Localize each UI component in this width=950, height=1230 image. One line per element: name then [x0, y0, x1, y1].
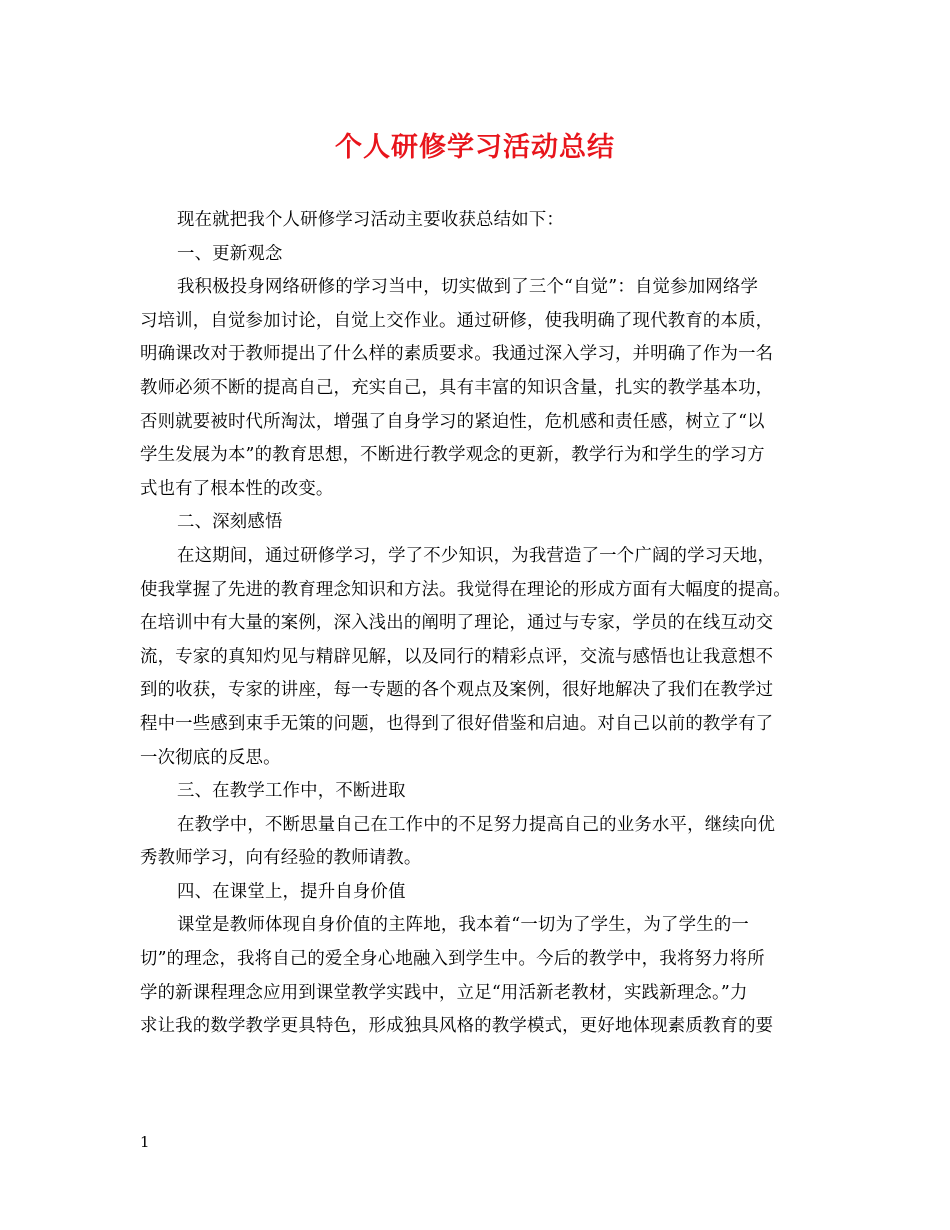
document-body: [140, 204, 812, 1044]
paragraph-line: 使我掌握了先进的教育理念知识和方法。我觉得在理论的形成方面有大幅度的提高。: [140, 579, 791, 600]
paragraph-line-intro: 现在就把我个人研修学习活动主要收获总结如下：: [177, 210, 564, 230]
paragraph-line: 在这期间，通过研修学习，学了不少知识，为我营造了一个广阔的学习天地，: [177, 545, 776, 566]
paragraph-line: 习培训，自觉参加讨论，自觉上交作业。通过研修，使我明确了现代教育的本质，: [140, 310, 774, 331]
page-number: 1: [140, 1133, 150, 1151]
paragraph-line: 明确课改对于教师提出了什么样的素质要求。我通过深入学习，并明确了作为一名: [140, 344, 774, 365]
paragraph-line: 式也有了根本性的改变。: [140, 478, 334, 499]
paragraph-line: 程中一些感到束手无策的问题，也得到了很好借鉴和启迪。对自己以前的教学有了: [140, 713, 774, 734]
section-heading-1: 一、更新观念: [177, 243, 283, 264]
paragraph-line: 切”的理念，我将自己的爱全身心地融入到学生中。今后的教学中，我将努力将所: [140, 949, 765, 970]
section-heading-3: 三、在教学工作中，不断进取: [177, 781, 406, 802]
paragraph-line: 秀教师学习，向有经验的教师请教。: [140, 848, 422, 869]
paragraph-line: 在教学中，不断思量自己在工作中的不足努力提高自己的业务水平，继续向优: [177, 814, 776, 835]
paragraph-line: 求让我的数学教学更具特色，形成独具风格的教学模式，更好地体现素质教育的要: [140, 1016, 774, 1037]
document-title: 个人研修学习活动总结: [335, 132, 615, 163]
paragraph-line: 学生发展为本”的教育思想，不断进行教学观念的更新，教学行为和学生的学习方: [140, 445, 765, 466]
paragraph-line: 否则就要被时代所淘汰，增强了自身学习的紧迫性，危机感和责任感，树立了“以: [140, 411, 765, 432]
section-heading-4: 四、在课堂上，提升自身价值: [177, 881, 406, 902]
paragraph-line: 课堂是教师体现自身价值的主阵地，我本着“一切为了学生，为了学生的一: [177, 915, 749, 936]
paragraph-line: 学的新课程理念应用到课堂教学实践中，立足“用活新老教材，实践新理念。”力: [140, 982, 748, 1003]
paragraph-line: 一次彻底的反思。: [140, 747, 281, 768]
paragraph-line: 我积极投身网络研修的学习当中，切实做到了三个“自觉”：自觉参加网络学: [177, 277, 759, 298]
paragraph-line: 流，专家的真知灼见与精辟见解，以及同行的精彩点评，交流与感悟也让我意想不: [140, 646, 774, 667]
paragraph-line: 在培训中有大量的案例，深入浅出的阐明了理论，通过与专家，学员的在线互动交: [140, 613, 774, 634]
paragraph-line: 教师必须不断的提高自己，充实自己，具有丰富的知识含量，扎实的教学基本功，: [140, 377, 774, 398]
paragraph-line: 到的收获，专家的讲座，每一专题的各个观点及案例，很好地解决了我们在教学过: [140, 680, 774, 701]
section-heading-2: 二、深刻感悟: [177, 512, 283, 533]
